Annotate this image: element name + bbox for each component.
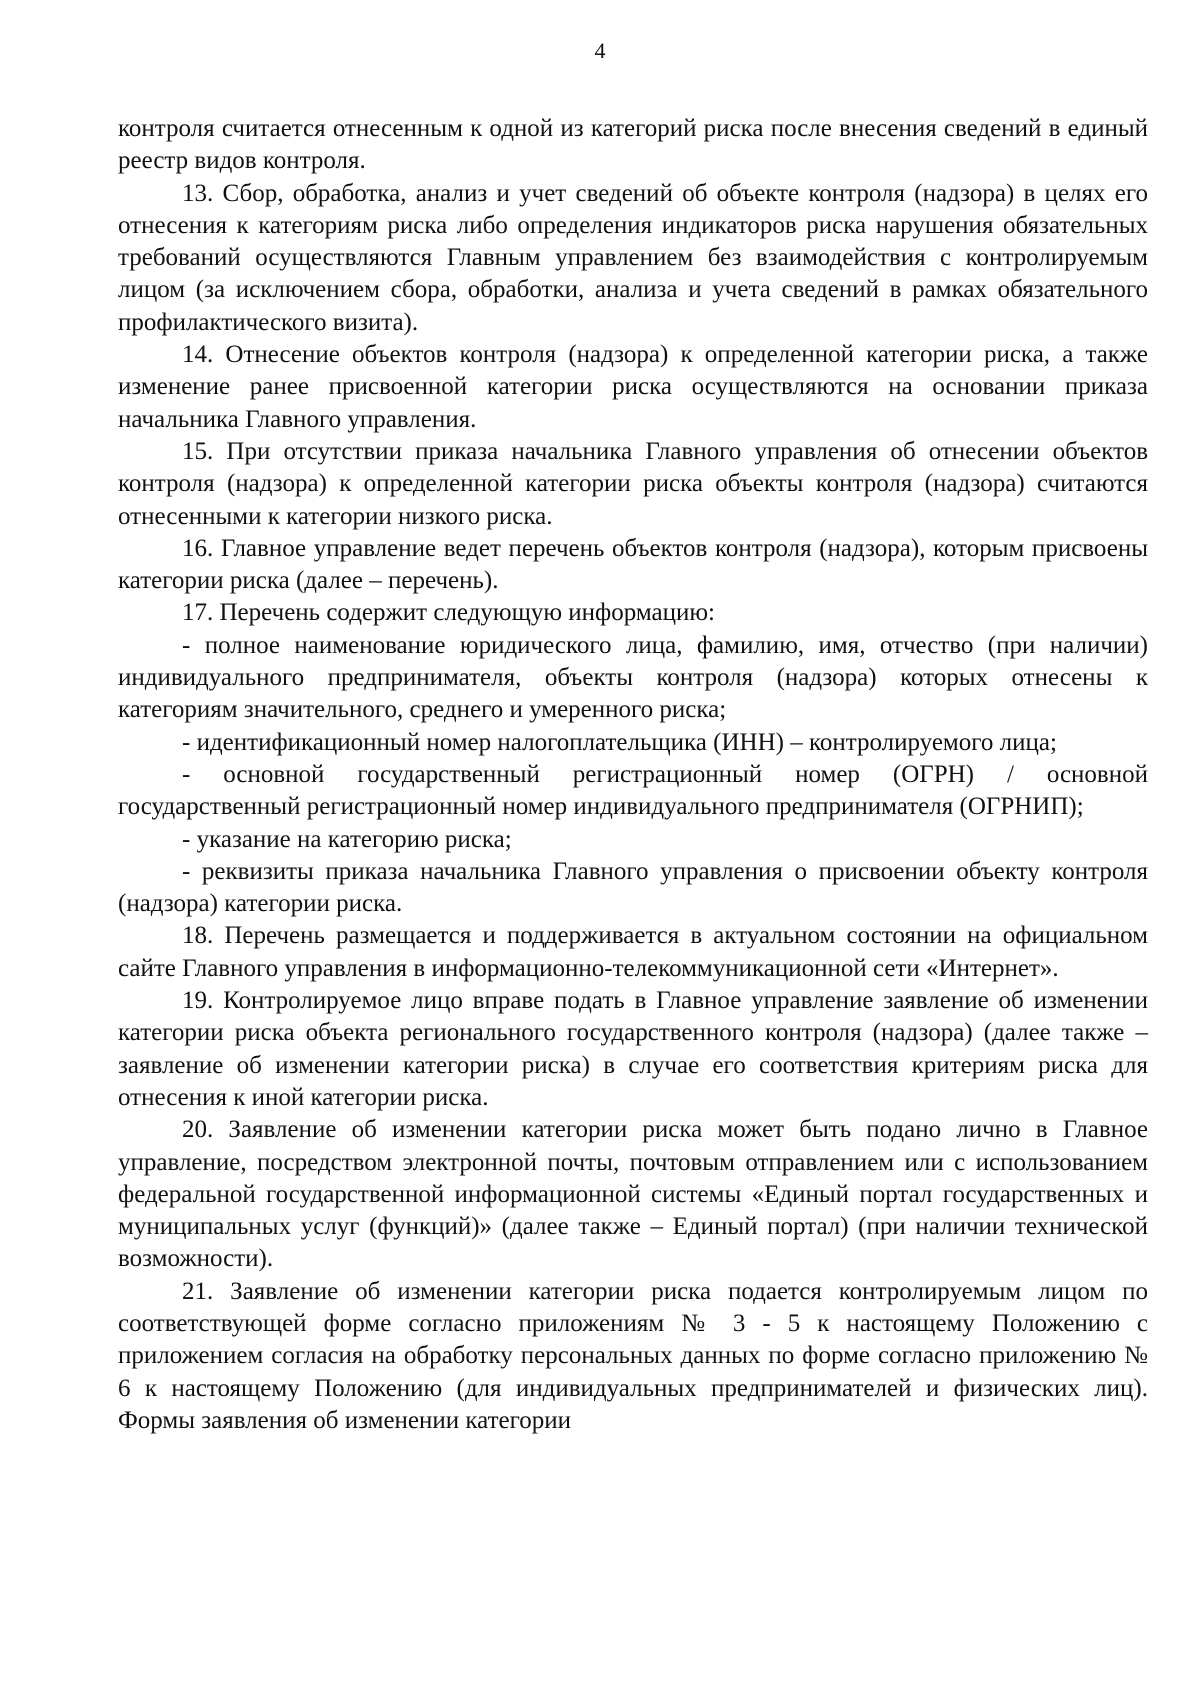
list-item-risk-category: - указание на категорию риска; bbox=[182, 825, 512, 853]
paragraph-19: 19. Контролируемое лицо вправе подать в Главное управление заявление об изменении категории риска объекта регионального государственного контроля (надзора) (далее также – заявление об изменении категории риска) в случае его соответствия критериям риска для отнесения к иной категории риска. bbox=[118, 987, 1148, 1111]
list-item-order-details: - реквизиты приказа начальника Главного управления о присвоении объекту контроля (надзора) категории риска. bbox=[118, 857, 1148, 918]
list-item-inn: - идентификационный номер налогоплательщика (ИНН) – контролируемого лица; bbox=[182, 728, 1057, 756]
paragraph-14: 14. Отнесение объектов контроля (надзора) к определенной категории риска, а также изменение ранее присвоенной категории риска осуществляются на основании приказа начальника Главного управления. bbox=[118, 341, 1148, 433]
paragraph-continuation: контроля считается отнесенным к одной из категорий риска после внесения сведений в единый реестр видов контроля. bbox=[118, 115, 1148, 175]
paragraph-20: 20. Заявление об изменении категории риска может быть подано лично в Главное управление, посредством электронной почты, почтовым отправлением или с использованием федеральной государственной информационной системы «Единый портал государственных и муниципальных услуг (функций)» (далее также – Единый портал) (при наличии технической возможности). bbox=[118, 1116, 1148, 1273]
list-item-full-name: - полное наименование юридического лица, фамилию, имя, отчество (при наличии) индивидуального предпринимателя, объекты контроля (надзора) которых отнесены к категориям значительного, среднего и умеренного риска; bbox=[118, 631, 1148, 724]
paragraph-13: 13. Сбор, обработка, анализ и учет сведений об объекте контроля (надзора) в целях его отнесения к категориям риска либо определения индикаторов риска нарушения обязательных требований осуществляются Главным управлением без взаимодействия с контролируемым лицом (за исключением сбора, обработки, анализа и учета сведений в рамках обязательного профилактического визита). bbox=[118, 179, 1148, 336]
document-body bbox=[118, 113, 1148, 1437]
paragraph-21: 21. Заявление об изменении категории риска подается контролируемым лицом по соответствующей форме согласно приложениям № 3 - 5 к настоящему Положению с приложением согласия на обработку персональных данных по форме согласно приложению № 6 к настоящему Положению (для индивидуальных предпринимателей и физических лиц). Формы заявления об изменении категории bbox=[118, 1277, 1148, 1434]
paragraph-18: 18. Перечень размещается и поддерживается в актуальном состоянии на официальном сайте Главного управления в информационно-телекоммуникационной сети «Интернет». bbox=[118, 922, 1148, 982]
page-number: 4 bbox=[594, 38, 606, 63]
list-item-ogrn: - основной государственный регистрационный номер (ОГРН) / основной государственный регистрационный номер индивидуального предпринимателя (ОГРНИП); bbox=[118, 760, 1148, 821]
paragraph-17: 17. Перечень содержит следующую информацию: bbox=[182, 599, 715, 627]
paragraph-16: 16. Главное управление ведет перечень объектов контроля (надзора), которым присвоены категории риска (далее – перечень). bbox=[118, 534, 1148, 595]
paragraph-15: 15. При отсутствии приказа начальника Главного управления об отнесении объектов контроля (надзора) к определенной категории риска объекты контроля (надзора) считаются отнесенными к категории низкого риска. bbox=[118, 437, 1148, 530]
